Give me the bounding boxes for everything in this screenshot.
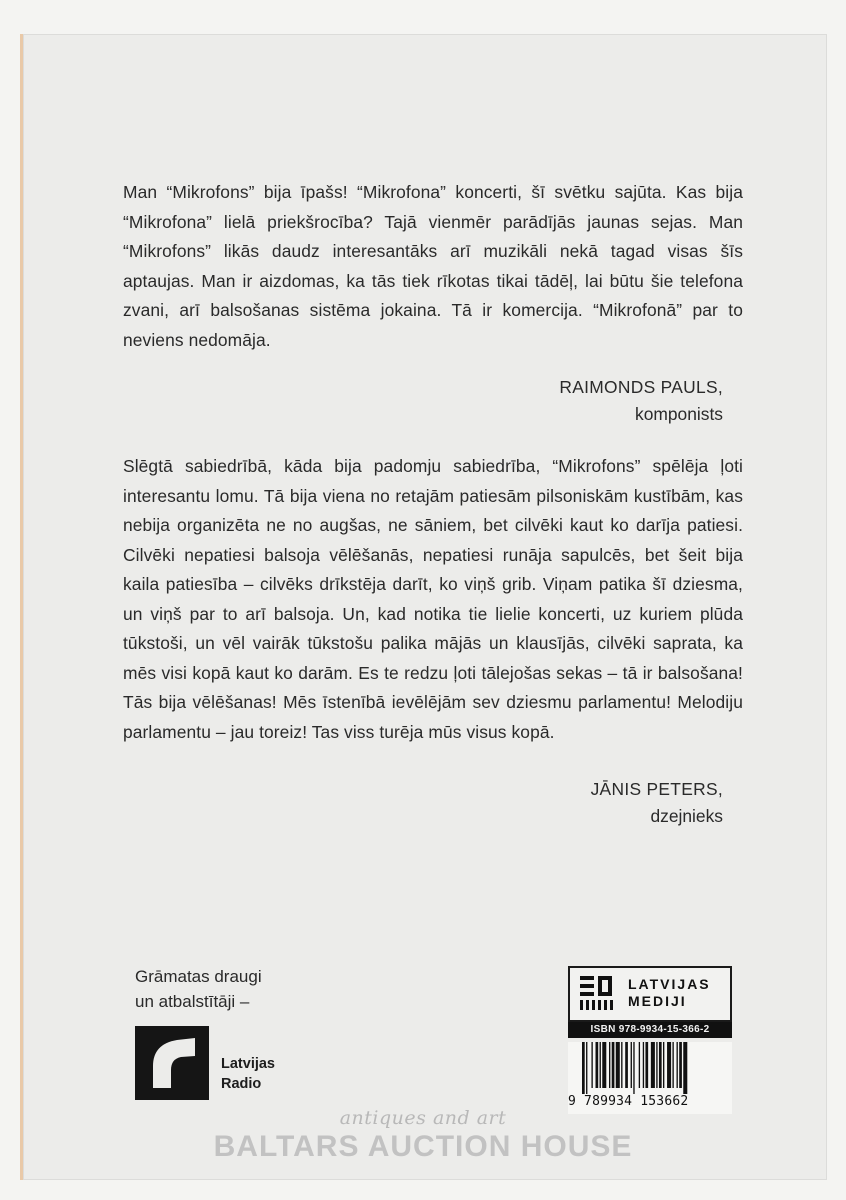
quote-raimonds-pauls: [123, 178, 743, 355]
publisher-line-2: MEDIJI: [628, 993, 687, 1009]
latvijas-mediji-mark-icon: [578, 972, 622, 1016]
sponsors-heading: [135, 964, 262, 1014]
radio-line-2: Radio: [221, 1076, 262, 1092]
latvijas-radio-logo-icon: [135, 1026, 209, 1100]
watermark-auction-house: BALTARS AUCTION HOUSE: [213, 1130, 633, 1163]
publisher-line-1: LATVIJAS: [628, 976, 711, 992]
latvijas-radio-label: [221, 1054, 275, 1094]
barcode-bars-icon: [568, 1042, 732, 1094]
latvijas-mediji-label: [628, 976, 711, 1010]
author-name: JĀNIS PETERS,: [590, 779, 723, 799]
radio-line-1: Latvijas: [221, 1056, 275, 1072]
sponsors-line-2: un atbalstītāji –: [135, 992, 250, 1011]
attribution-janis-peters: [591, 776, 723, 830]
quote-text: Slēgtā sabiedrībā, kāda bija padomju sabiedrība, “Mikrofons” spēlēja ļoti interesantu lomu. Tā bija viena no retajām patiesām pilsoniskām kustībām, kas nebija organizēta ne no augšas, ne sāniem, bet cilvēki kaut ko darīja patiesi. Cilvēki nepatiesi balsoja vēlēšanās, nepatiesi runāja sapulcēs, bet šeit bija kaila patiesība – cilvēks drīkstēja darīt, ko viņš grib. Viņam patika šī dziesma, un viņš par to arī balsoja. Un, kad notika tie lielie koncerti, uz kuriem plūda tūkstoši, un vēl vairāk tūkstošu palika mājās un klausījās, cilvēki saprata, ka mēs visi kopā kaut ko darām. Es te redzu ļoti tālejošas sekas – tā ir balsošana! Tās bija vēlēšanas! Mēs īstenībā ievēlējām sev dziesmu parlamentu! Melodiju parlamentu – jau toreiz! Tas viss turēja mūs visus kopā.: [123, 456, 743, 742]
book-back-cover: [20, 34, 827, 1180]
author-role: dzejnieks: [650, 806, 723, 826]
isbn-label: ISBN 978-9934-15-366-2: [568, 1022, 732, 1038]
quote-janis-peters: [123, 452, 743, 747]
author-name: RAIMONDS PAULS,: [559, 377, 723, 397]
latvijas-mediji-logo: [568, 966, 732, 1022]
author-role: komponists: [635, 404, 723, 424]
attribution-raimonds-pauls: [559, 374, 723, 428]
barcode-number: 9 789934 153662: [568, 1094, 689, 1109]
watermark-tagline: antiques and art: [339, 1107, 507, 1129]
quote-text: Man “Mikrofons” bija īpašs! “Mikrofona” koncerti, šī svētku sajūta. Kas bija “Mikrofona” lielā priekšrocība? Tajā vienmēr parādījās jaunas sejas. Man “Mikrofons” likās daudz interesantāks arī muzikāli nekā tagad visas šīs aptaujas. Man ir aizdomas, ka tās tiek rīkotas tikai tādēļ, lai būtu šie telefona zvani, arī balsošanas sistēma jokaina. Tā ir komercija. “Mikrofonā” par to neviens nedomāja.: [123, 182, 743, 350]
sponsors-line-1: Grāmatas draugi: [135, 967, 262, 986]
